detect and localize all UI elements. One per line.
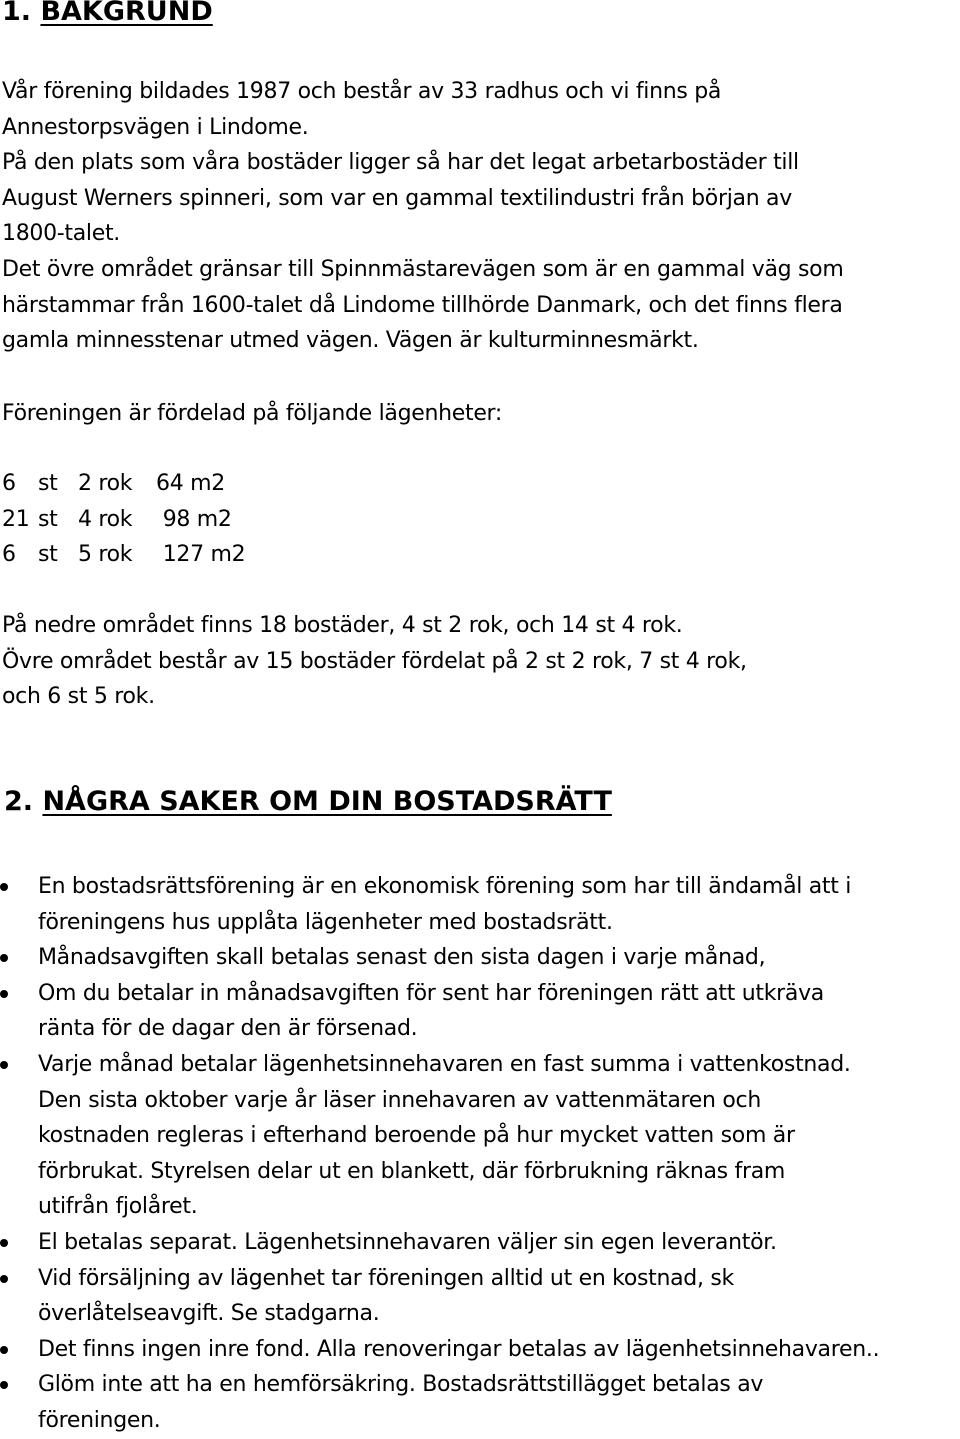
bullet-text-line: ränta för de dagar den är försenad. [38,1016,418,1042]
bullet-item [0,1261,958,1332]
text-line: Övre området består av 15 bostäder fördelat på 2 st 2 rok, 7 st 4 rok, [2,648,747,674]
text-line: 1800-talet. [2,221,121,247]
bullet-text-line: utifrån fjolåret. [38,1194,198,1220]
text-line: härstammar från 1600-talet då Lindome tillhörde Danmark, och det finns flera [2,292,843,318]
bullet-item [0,1225,958,1261]
bullet-dot-icon [0,1275,8,1283]
section-title: BAKGRUND [40,0,213,27]
distribution-intro: Föreningen är fördelad på följande lägenheter: [2,401,503,426]
bullet-text-line: förbrukat. Styrelsen delar ut en blankett, där förbrukning räknas fram [38,1158,786,1184]
background-paragraph [2,74,952,359]
bullet-dot-icon [0,1061,8,1069]
text-line: Det övre området gränsar till Spinnmästarevägen som är en gammal väg som [2,256,844,282]
unit-rooms: 5 rok [78,542,133,568]
bullet-text-line: Varje månad betalar lägenhetsinnehavaren en fast summa i vattenkostnad. [38,1051,851,1077]
bullet-item [0,1332,958,1368]
unit-row [2,466,952,502]
bullet-text-line: Månadsavgiften skall betalas senast den sista dagen i varje månad, [38,945,766,971]
bullet-dot-icon [0,990,8,998]
bullet-text-line: Vid försäljning av lägenhet tar föreningen alltid ut en kostnad, sk [38,1265,734,1291]
bullet-text-line: Den sista oktober varje år läser innehavaren av vattenmätaren och [38,1087,761,1113]
unit-count: 21 [2,506,30,532]
bullet-item [0,1047,958,1225]
info-bullet-list [0,869,958,1439]
bullet-item [0,869,958,940]
bullet-dot-icon [0,1239,8,1247]
unit-count: 6 [2,471,16,496]
bullet-item [0,1367,958,1438]
bullet-text-line: kostnaden regleras i efterhand beroende på hur mycket vatten som är [38,1123,795,1149]
bullet-dot-icon [0,1381,8,1389]
section-number: 2. [4,786,34,817]
text-line: August Werners spinneri, som var en gammal textilindustri från början av [2,185,792,211]
unit-rooms: 4 rok [78,506,133,532]
text-line: På nedre området finns 18 bostäder, 4 st 2 rok, och 14 st 4 rok. [2,613,683,638]
unit-row [2,502,952,538]
bullet-item [0,940,958,976]
bullet-text-line: föreningen. [38,1407,161,1433]
text-line: gamla minnesstenar utmed vägen. Vägen är kulturminnesmärkt. [2,328,699,354]
unit-area: 127 m2 [156,542,246,568]
text-line: På den plats som våra bostäder ligger så har det legat arbetarbostäder till [2,150,799,176]
unit-area: 98 m2 [156,506,232,532]
unit-st: st [38,471,58,496]
bullet-text-line: överlåtelseavgift. Se stadgarna. [38,1301,380,1327]
unit-st: st [38,542,58,568]
unit-distribution-list [2,466,952,573]
bullet-text-line: Om du betalar in månadsavgiften för sent har föreningen rätt att utkräva [38,980,824,1006]
section-heading-bakgrund [2,0,213,27]
bullet-text-line: El betalas separat. Lägenhetsinnehavaren väljer sin egen leverantör. [38,1229,777,1255]
bullet-text-line: Det finns ingen inre fond. Alla renoveringar betalas av lägenhetsinnehavaren.. [38,1336,880,1362]
section-number: 1. [2,0,32,27]
unit-rooms: 2 rok [78,471,133,496]
bullet-dot-icon [0,954,8,962]
bullet-text-line: En bostadsrättsförening är en ekonomisk förening som har till ändamål att i [38,874,852,899]
unit-count: 6 [2,542,16,568]
bullet-dot-icon [0,1346,8,1354]
text-line: Vår förening bildades 1987 och består av 33 radhus och vi finns på [2,79,722,104]
text-line: och 6 st 5 rok. [2,684,155,710]
bullet-text-line: föreningens hus upplåta lägenheter med bostadsrätt. [38,909,613,935]
section-title: NÅGRA SAKER OM DIN BOSTADSRÄTT [42,786,612,817]
unit-row [2,537,952,573]
bullet-dot-icon [0,883,8,891]
bullet-text-line: Glöm inte att ha en hemförsäkring. Bostadsrättstillägget betalas av [38,1372,764,1398]
area-paragraph [2,608,952,715]
text-line: Annestorpsvägen i Lindome. [2,114,309,140]
section-heading-bostadsratt [4,786,612,817]
unit-area: 64 m2 [156,471,225,496]
unit-st: st [38,506,58,532]
bullet-item [0,976,958,1047]
